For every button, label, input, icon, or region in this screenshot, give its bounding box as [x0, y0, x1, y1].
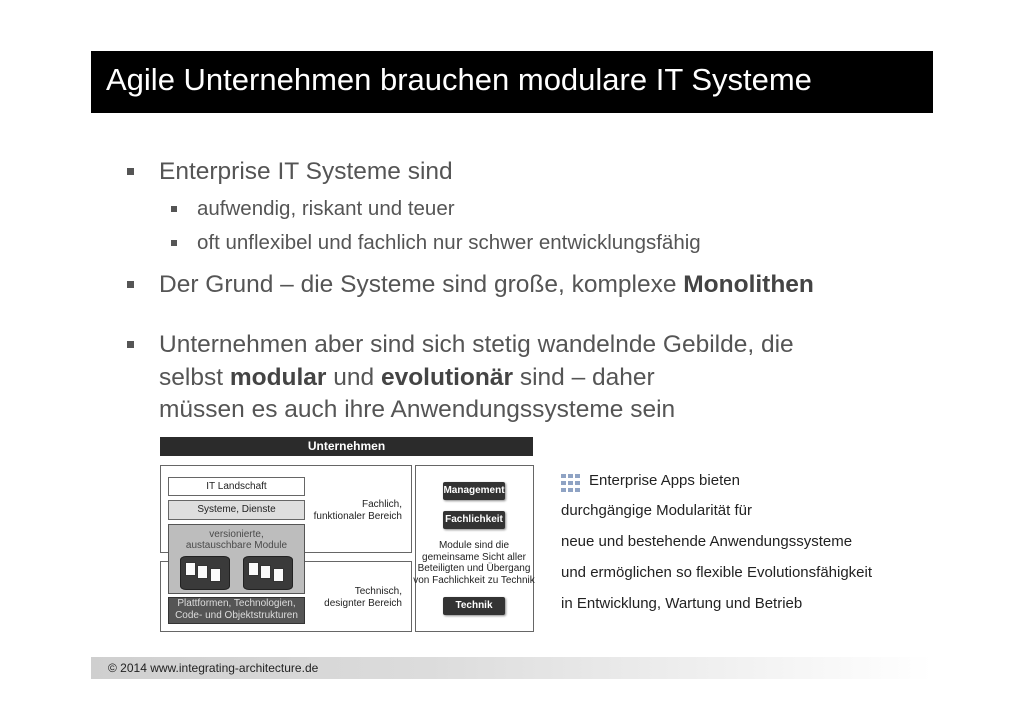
- bullet-1-sub-2: oft unflexibel und fachlich nur schwer entwicklungsfähig: [197, 231, 701, 254]
- slide-title-text: Agile Unternehmen brauchen modulare IT Systeme: [106, 62, 812, 97]
- module-line-3: Beteiligten und Übergang: [417, 563, 531, 574]
- bullet-3-line-1: Unternehmen aber sind sich stetig wandelnde Gebilde, die: [159, 331, 794, 358]
- module-line-2: gemeinsame Sicht aller: [422, 551, 526, 563]
- technik-badge: Technik: [443, 597, 505, 615]
- it-landschaft-box: IT Landschaft: [168, 477, 305, 496]
- module-page-icon: [210, 568, 221, 582]
- plattformen-line-2: Code- und Objektstrukturen: [175, 610, 298, 621]
- bullet-2-text: Der Grund – die Systeme sind große, komplexe: [159, 271, 684, 298]
- module-line-1: Module sind die: [438, 540, 510, 551]
- side-text-line-2: durchgängige Modularität für: [561, 502, 752, 519]
- plattformen-line-1: Plattformen, Technologien,: [177, 598, 296, 609]
- fachlich-line-2: funktionaler Bereich: [313, 511, 402, 522]
- slide-title: [106, 62, 812, 98]
- side-text-line-4: und ermöglichen so flexible Evolutionsfähigkeit: [561, 564, 873, 581]
- sub-bullet-marker: [171, 240, 177, 246]
- sub-bullet-marker: [171, 206, 177, 212]
- systeme-dienste-box: Systeme, Dienste: [168, 500, 305, 520]
- b3-bold-evolutionaer: evolutionär: [380, 364, 514, 391]
- module-page-icon: [248, 562, 259, 576]
- technisch-line-1: Technisch,: [354, 586, 402, 597]
- bullet-3-line-2: [159, 364, 655, 392]
- b3-post: sind – daher: [513, 364, 655, 391]
- side-text-line-3: neue und bestehende Anwendungssysteme: [561, 533, 853, 550]
- module-line-4: von Fachlichkeit zu Technik: [413, 574, 535, 586]
- technisch-label: [300, 586, 402, 610]
- module-page-icon: [185, 562, 196, 576]
- bullet-3-line-3: müssen es auch ihre Anwendungssysteme sein: [159, 396, 676, 423]
- module-page-icon: [273, 568, 284, 582]
- b3-pre: selbst: [159, 364, 230, 391]
- management-badge: Management: [443, 482, 505, 500]
- bullet-1-sub-1: aufwendig, riskant und teuer: [197, 197, 455, 220]
- footer: [91, 657, 933, 679]
- side-text-line-5: in Entwicklung, Wartung und Betrieb: [561, 595, 803, 612]
- versionierte-label: [168, 529, 305, 551]
- bullet-marker: [127, 168, 134, 175]
- b3-bold-modular: modular: [229, 364, 327, 391]
- apps-grid-icon: [561, 474, 581, 492]
- b3-mid: und: [326, 364, 381, 391]
- module-description: [412, 540, 536, 586]
- diagram-header: Unternehmen: [160, 437, 533, 456]
- bullet-2-bold: Monolithen: [683, 271, 814, 298]
- module-page-icon: [260, 565, 271, 579]
- fachlich-label: [300, 499, 402, 523]
- bullet-1: Enterprise IT Systeme sind: [159, 158, 453, 185]
- fachlichkeit-badge: Fachlichkeit: [443, 511, 505, 529]
- module-page-icon: [197, 565, 208, 579]
- versionierte-line-2: austauschbare Module: [185, 540, 288, 551]
- bullet-marker: [127, 281, 134, 288]
- plattformen-label: [168, 598, 305, 622]
- technisch-line-2: designter Bereich: [324, 598, 402, 609]
- footer-copyright: © 2014 www.integrating-architecture.de: [108, 661, 319, 675]
- bullet-2: [159, 271, 814, 299]
- fachlich-line-1: Fachlich,: [361, 499, 402, 510]
- title-bar: [91, 51, 933, 113]
- bullet-marker: [127, 341, 134, 348]
- versionierte-line-1: versionierte,: [209, 529, 264, 540]
- side-text-line-1: Enterprise Apps bieten: [589, 472, 740, 489]
